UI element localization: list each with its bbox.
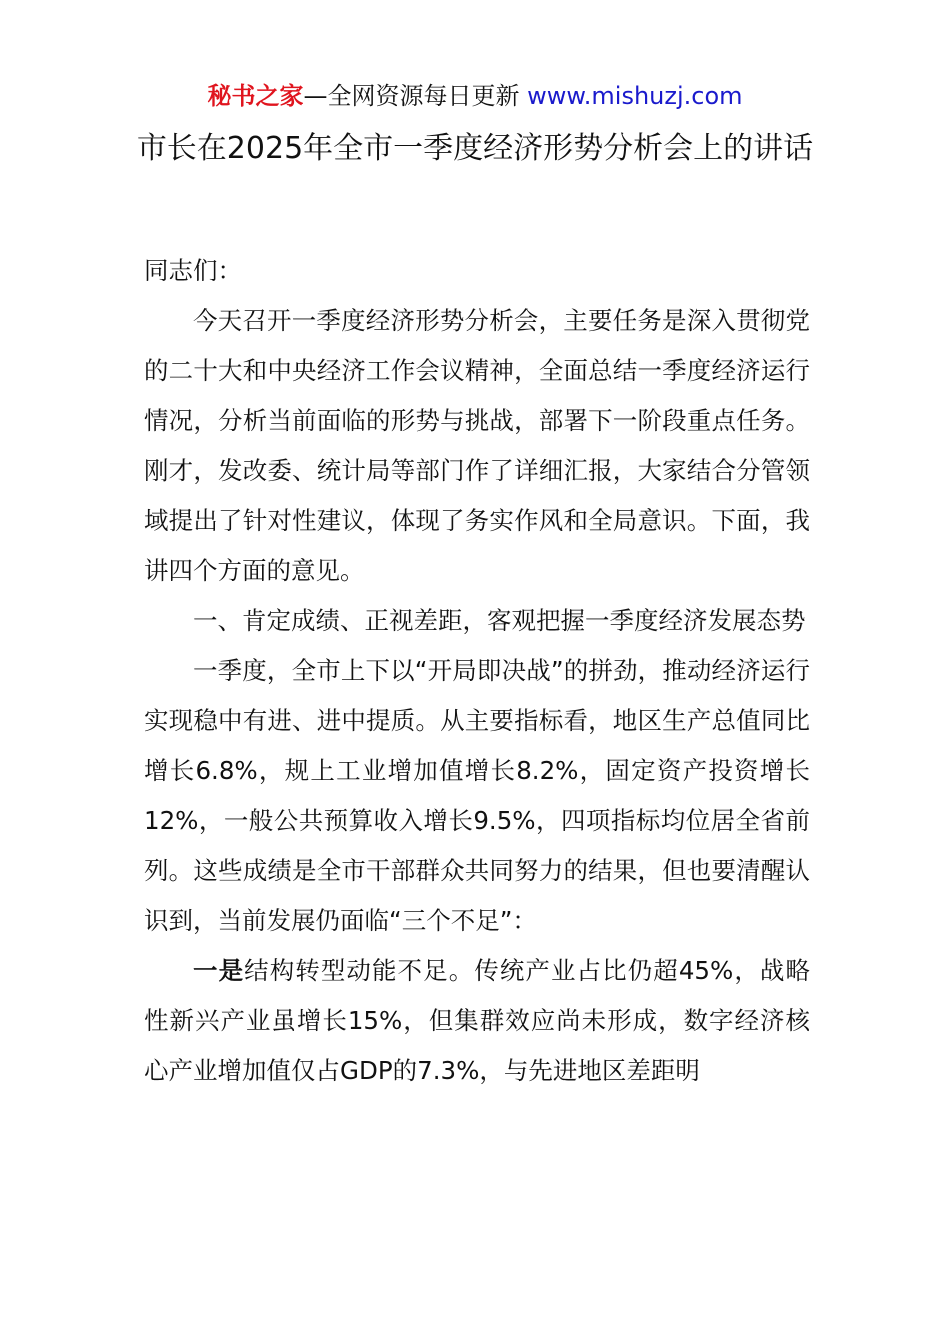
- paragraph-achievements: 一季度，全市上下以“开局即决战”的拼劲，推动经济运行实现稳中有进、进中提质。从主要指标看，地区生产总值同比增长6.8%，规上工业增加值增长8.2%，固定资产投资增长12%，一般公共预算收入增长9.5%，四项指标均位居全省前列。这些成绩是全市干部群众共同努力的结果，但也要清醒认识到，当前发展仍面临“三个不足”：: [144, 656, 810, 935]
- site-link[interactable]: www.mishuzj.com: [527, 82, 743, 110]
- document-body: [144, 246, 810, 1096]
- site-header: [0, 80, 950, 112]
- brand-name[interactable]: 秘书之家: [207, 82, 304, 110]
- header-tagline: —全网资源每日更新: [303, 82, 520, 110]
- paragraph-intro: 今天召开一季度经济形势分析会，主要任务是深入贯彻党的二十大和中央经济工作会议精神，全面总结一季度经济运行情况，分析当前面临的形势与挑战，部署下一阶段重点任务。刚才，发改委、统计局等部门作了详细汇报，大家结合分管领域提出了针对性建议，体现了务实作风和全局意识。下面，我讲四个方面的意见。: [144, 306, 810, 585]
- paragraph-point-one: [144, 946, 810, 1096]
- section-heading-one: 一、肯定成绩、正视差距，客观把握一季度经济发展态势: [193, 606, 806, 635]
- point-one-text: 结构转型动能不足。传统产业占比仍超45%，战略性新兴产业虽增长15%，但集群效应尚未形成，数字经济核心产业增加值仅占GDP的7.3%，与先进地区差距明: [144, 956, 810, 1085]
- document-title: 市长在2025年全市一季度经济形势分析会上的讲话: [136, 131, 814, 166]
- point-one-lead: 一是: [193, 956, 245, 985]
- greeting: 同志们：: [144, 256, 242, 285]
